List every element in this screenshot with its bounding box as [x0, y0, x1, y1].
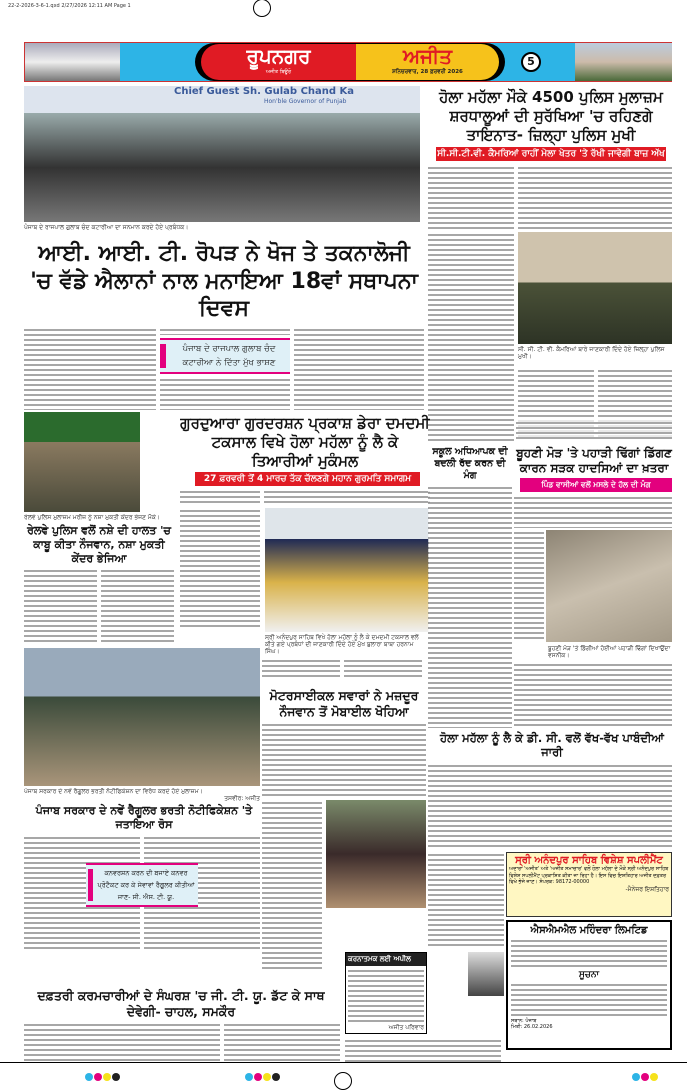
appeal-sign: ਅਜੀਤ ਪਰਿਵਾਰ	[388, 1023, 424, 1031]
photo-banner-text: Chief Guest Sh. Gulab Chand Ka	[174, 86, 355, 97]
color-bar	[85, 1066, 121, 1085]
appeal-body	[348, 968, 424, 1022]
masthead	[24, 42, 672, 82]
photo-banner-sub: Hon'ble Governor of Punjab	[264, 98, 347, 105]
railway-photo	[24, 412, 140, 512]
supplement-body: ਅਦਾਰਾ 'ਅਜੀਤ' ਅਤੇ 'ਅਜੀਤ ਸਮਾਚਾਰ' ਵਲੋਂ ਹੋਲਾ ਮਹੱਲਾ ਦੇ ਮੌਕੇ ਸ੍ਰੀ ਅਨੰਦਪੁਰ ਸਾਹਿਬ ਵਿਸ਼ੇਸ਼ ਸਪਲੀਮੈਂਟ ਪ੍ਰਕਾਸ਼ਿਤ ਕੀਤਾ ਜਾ ਰਿਹਾ ਹੈ। ਇਸ ਵਿਚ ਇਸ਼ਤਿਹਾਰ ਅਜੀਤ ਦਫ਼ਤਰ ਵਿਖੇ ਭੇਜੇ ਜਾਣ। ਸੰਪਰਕ: 98172-00000	[509, 866, 669, 885]
iit-pullquote	[160, 338, 290, 374]
dc-body	[428, 763, 672, 849]
dc-headline: ਹੋਲਾ ਮਹੱਲਾ ਨੂੰ ਲੈ ਕੇ ਡੀ. ਸੀ. ਵਲੋਂ ਵੱਖ-ਵੱਖ ਪਾਬੰਦੀਆਂ ਜਾਰੀ	[440, 731, 664, 760]
buhani-body-2	[514, 530, 544, 642]
iit-body-3	[160, 377, 290, 411]
office-headline: ਦਫ਼ਤਰੀ ਕਰਮਚਾਰੀਆਂ ਦੇ ਸੰਘਰਸ਼ 'ਚ ਜੀ. ਟੀ. ਯੂ. ਡੱਟ ਕੇ ਸਾਥ ਦੇਵੇਗੀ- ਚਾਹਲ, ਸਮਕੌਰ	[37, 988, 325, 1019]
gurdwara-photo	[265, 508, 429, 632]
police-body-2	[518, 165, 672, 230]
gurdwara-body-3	[262, 658, 340, 680]
masthead-title-right: ਅਜੀਤ	[402, 44, 453, 68]
gurdwara-body-1	[180, 489, 260, 506]
gurdwara-body-4	[344, 658, 422, 680]
bottom-rule	[0, 1062, 687, 1063]
mandi-story	[24, 788, 264, 952]
iit-story	[24, 240, 424, 410]
iit-body-4	[294, 327, 424, 411]
sml-address	[511, 938, 667, 968]
gurdwara-caption: ਸ੍ਰੀ ਅਨੰਦਪੁਰ ਸਾਹਿਬ ਵਿਖੇ ਹੋਲਾ ਮਹੱਲਾ ਨੂੰ ਲੈ ਕੇ ਦਮਦਮੀ ਟਕਸਾਲ ਵਲੋਂ ਕੀਤੇ ਗਏ ਪ੍ਰਬੰਧਾਂ ਦੀ ਜਾਣਕਾਰੀ ਦਿੰਦੇ ਹੋਏ ਮੁੱਖ ਬੁਲਾਰਾ ਬਾਬਾ ਹਰਨਾਮ ਸਿੰਘ।	[265, 634, 419, 656]
railway-headline: ਰੇਲਵੇ ਪੁਲਿਸ ਵਲੋਂ ਨਸ਼ੇ ਦੀ ਹਾਲਤ 'ਚ ਕਾਬੂ ਕੀਤਾ ਨੌਜਵਾਨ, ਨਸ਼ਾ ਮੁਕਤੀ ਕੇਂਦਰ ਭੇਜਿਆ	[27, 524, 171, 565]
registration-mark-icon	[334, 1072, 352, 1090]
gurdwara-subhead: 27 ਫ਼ਰਵਰੀ ਤੋਂ 4 ਮਾਰਚ ਤੱਕ ਚੱਲਣਗੇ ਮਹਾਨ ਗੁਰਮਤਿ ਸਮਾਗਮ	[195, 472, 420, 486]
protest-photo	[24, 648, 260, 786]
mandi-headline: ਪੰਜਾਬ ਸਰਕਾਰ ਦੇ ਨਵੇਂ ਰੈਗੂਲਰ ਭਰਤੀ ਨੋਟੀਫਿਕੇਸ਼ਨ 'ਤੇ ਜਤਾਇਆ ਰੋਸ	[35, 804, 253, 832]
appeal-photo	[468, 952, 504, 996]
masthead-subtitle: ਅਜੀਤ ਬਿਊਰੋ	[265, 69, 292, 75]
gurdwara-body-1b	[180, 508, 260, 628]
buhani-headline: ਬੂਹਣੀ ਮੋੜ 'ਤੇ ਪਹਾੜੀ ਢਿੱਗਾਂ ਡਿੱਗਣ ਕਾਰਨ ਸੜਕ ਹਾਦਸਿਆਂ ਦਾ ਖ਼ਤਰਾ	[516, 446, 672, 475]
appeal-box	[345, 952, 427, 1034]
sml-place: ਸਥਾਨ: ਪੰਜਾਬ	[511, 1018, 537, 1024]
protest-caption: ਪੰਜਾਬ ਸਰਕਾਰ ਦੇ ਨਵੇਂ ਰੈਗੂਲਰ ਭਰਤੀ ਨੋਟੀਫਿਕੇਸ਼ਨ ਦਾ ਵਿਰੋਧ ਕਰਦੇ ਹੋਏ ਮੁਲਾਜ਼ਮ।	[24, 788, 203, 795]
supplement-sign: -ਮੈਨੇਜਰ ਇਸ਼ਤਿਹਾਰ	[625, 885, 669, 893]
office-body-2	[224, 1022, 340, 1062]
top-photo-caption: ਪੰਜਾਬ ਦੇ ਰਾਜਪਾਲ ਗੁਲਾਬ ਚੰਦ ਕਟਾਰੀਆ ਦਾ ਸਨਮਾਨ ਕਰਦੇ ਹੋਏ ਪ੍ਰਬੰਧਕ।	[24, 224, 189, 231]
gurdwara-headline: ਗੁਰਦੁਆਰਾ ਗੁਰਦਰਸ਼ਨ ਪ੍ਰਕਾਸ਼ ਡੇਰਾ ਦਮਦਮੀ ਟਕਸਾਲ ਵਿਖੇ ਹੋਲਾ ਮਹੱਲਾ ਨੂੰ ਲੈ ਕੇ ਤਿਆਰੀਆਂ ਮੁਕੰਮਲ	[180, 414, 430, 470]
supplement-ad	[506, 852, 672, 917]
office-body-1	[24, 1022, 220, 1062]
sml-body	[511, 982, 667, 1016]
police-body	[428, 165, 514, 230]
color-bar-2	[245, 1066, 281, 1085]
masthead-title-left: ਰੂਪਨਗਰ	[246, 44, 311, 68]
dc-body-2	[428, 852, 504, 948]
police-subhead: ਸੀ.ਸੀ.ਟੀ.ਵੀ. ਕੈਮਰਿਆਂ ਰਾਹੀਂ ਮੇਲਾ ਖੇਤਰ 'ਤੇ ਰੱਖੀ ਜਾਵੇਗੀ ਬਾਜ਼ ਅੱਖ	[437, 149, 665, 160]
mandi-pullquote	[86, 863, 198, 907]
sml-notice	[506, 920, 672, 1050]
buhani-photo	[546, 530, 672, 642]
supplement-title: ਸ੍ਰੀ ਅਨੰਦਪੁਰ ਸਾਹਿਬ ਵਿਸ਼ੇਸ਼ ਸਪਲੀਮੈਂਟ	[515, 855, 663, 866]
motorcycle-photo	[326, 800, 426, 908]
motorcycle-body-1	[262, 722, 426, 798]
buhani-story	[514, 446, 674, 528]
police-body-5	[516, 420, 672, 442]
motorcycle-headline: ਮੋਟਰਸਾਈਕਲ ਸਵਾਰਾਂ ਨੇ ਮਜ਼ਦੂਰ ਨੌਜਵਾਨ ਤੋਂ ਮੋਬਾਈਲ ਖੋਹਿਆ	[269, 688, 419, 719]
police-body-left	[428, 232, 514, 441]
page-number: 5	[521, 52, 541, 72]
teacher-headline: ਸਕੂਲ ਅਧਿਆਪਕ ਦੀ ਬਦਲੀ ਰੱਦ ਕਰਨ ਦੀ ਮੰਗ	[432, 446, 508, 481]
railway-body-2	[101, 568, 174, 642]
print-slug: 22-2-2026-3-6-1.qxd 2/27/2026 12:11 AM Page 1	[8, 3, 131, 9]
gurdwara-body-2	[264, 489, 430, 506]
registration-mark-icon	[253, 0, 271, 17]
gurdwara-story	[180, 414, 430, 506]
railway-body-1	[24, 568, 97, 642]
motorcycle-story	[262, 688, 426, 798]
color-bar-3	[632, 1066, 659, 1085]
protest-credit: ਤਸਵੀਰ: ਅਜੀਤ	[224, 795, 260, 803]
office-body-3	[345, 1038, 501, 1062]
masthead-date: ਸ਼ਨਿਚਰਵਾਰ, 28 ਫ਼ਰਵਰੀ 2026	[392, 69, 463, 75]
masthead-left-image	[25, 43, 120, 81]
iit-body-2	[160, 327, 290, 335]
iit-headline: ਆਈ. ਆਈ. ਟੀ. ਰੋਪੜ ਨੇ ਖੋਜ ਤੇ ਤਕਨਾਲੋਜੀ 'ਚ ਵੱਡੇ ਐਲਾਨਾਂ ਨਾਲ ਮਨਾਇਆ 18ਵਾਂ ਸਥਾਪਨਾ ਦਿਵਸ	[30, 241, 418, 321]
teacher-story	[428, 446, 512, 728]
police-story	[426, 88, 676, 230]
motorcycle-body-2	[262, 800, 322, 970]
appeal-title: ਕਰਨਾਤਮਕ ਲਈ ਅਪੀਲ	[346, 953, 426, 966]
buhani-subhead: ਪਿੰਡ ਵਾਸੀਆਂ ਵਲੋਂ ਮਸਲੇ ਦੇ ਹੱਲ ਦੀ ਮੰਗ	[520, 478, 672, 492]
iit-body-1	[24, 327, 156, 411]
police-photo	[518, 232, 672, 344]
sml-date: ਮਿਤੀ: 26.02.2026	[511, 1024, 553, 1030]
buhani-lower	[514, 645, 672, 727]
sml-notice-title: ਸੂਚਨਾ	[578, 970, 600, 980]
railway-caption: ਰੇਲਵੇ ਪੁਲਿਸ ਮੁਲਾਜ਼ਮ ਮਰੀਜ਼ ਨੂੰ ਨਸ਼ਾ ਮੁਕਤੀ ਕੇਂਦਰ ਭੇਜਣ ਮੌਕੇ।	[24, 514, 160, 521]
police-headline: ਹੋਲਾ ਮਹੱਲਾ ਮੌਕੇ 4500 ਪੁਲਿਸ ਮੁਲਾਜ਼ਮ ਸ਼ਰਧਾਲੂਆਂ ਦੀ ਸੁਰੱਖਿਆ 'ਚ ਰਹਿਣਗੇ ਤਾਇਨਾਤ- ਜ਼ਿਲ੍ਹਾ ਪੁਲਿਸ ਮੁਖੀ	[439, 88, 663, 144]
dc-story	[428, 731, 676, 849]
teacher-body	[428, 485, 512, 728]
buhani-caption: ਬੂਹਣੀ ਮੋੜ 'ਤੇ ਡਿੱਗੀਆਂ ਹੋਈਆਂ ਪਹਾੜੀ ਢਿੱਗਾਂ ਦਿਖਾਉਂਦਾ ਵਸਨੀਕ।	[548, 645, 671, 660]
buhani-body-3	[514, 662, 672, 727]
masthead-right-image	[575, 43, 672, 81]
sml-company: ਐਸਐਮਐਲ ਮਹਿੰਦਰਾ ਲਿਮਟਿਡ	[530, 925, 648, 936]
mandi-pullquote-text: ਕਨਵਰਸ਼ਨ ਕਰਨ ਦੀ ਬਜਾਏ ਕਨਵਰ ਪ੍ਰੋਟੈਕਟ ਕਰ ਕੇ ਸੇਵਾਵਾਂ ਰੈਗੂਲਰ ਕੀਤੀਆਂ ਜਾਣ- ਸੀ. ਐਸ. ਟੀ. ਯੂ.	[97, 868, 195, 901]
police-caption: ਸੀ. ਸੀ. ਟੀ. ਵੀ. ਕੈਮਰਿਆਂ ਬਾਰੇ ਜਾਣਕਾਰੀ ਦਿੰਦੇ ਹੋਏ ਜ਼ਿਲ੍ਹਾ ਪੁਲਿਸ ਮੁਖੀ।	[518, 346, 665, 361]
top-photo	[24, 86, 420, 222]
railway-story	[24, 514, 174, 642]
buhani-body-1	[514, 495, 672, 528]
iit-pullquote-text: ਪੰਜਾਬ ਦੇ ਰਾਜਪਾਲ ਗੁਲਾਬ ਚੰਦ ਕਟਾਰੀਆ ਨੇ ਦਿੱਤਾ ਮੁੱਖ ਭਾਸ਼ਣ	[182, 343, 276, 368]
